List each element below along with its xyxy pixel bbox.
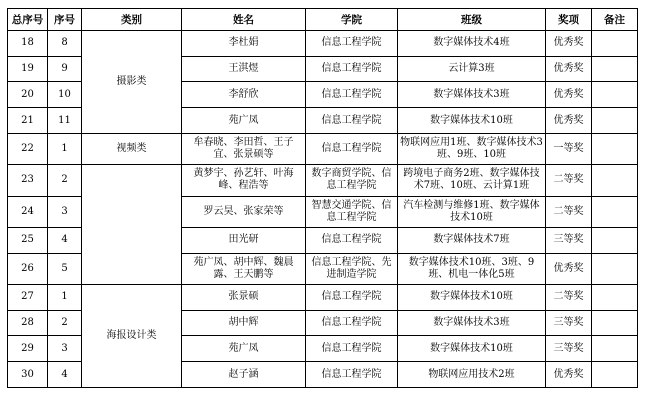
note-cell — [592, 31, 638, 57]
name-cell: 苑广凤、胡中辉、魏晨露、王天鹏等 — [182, 253, 306, 284]
category-cell-poster: 海报设计类 — [82, 284, 182, 387]
award-cell: 一等奖 — [546, 133, 592, 164]
seq-no-cell: 2 — [48, 310, 82, 336]
college-cell: 信息工程学院 — [306, 362, 398, 388]
award-cell: 优秀奖 — [546, 31, 592, 57]
note-cell — [592, 56, 638, 82]
total-no-cell: 29 — [8, 336, 48, 362]
class-cell: 云计算3班 — [398, 56, 546, 82]
name-cell: 李舒欣 — [182, 82, 306, 108]
header-class: 班级 — [398, 9, 546, 31]
header-seq-no: 序号 — [48, 9, 82, 31]
total-no-cell: 26 — [8, 253, 48, 284]
class-cell: 数字媒体技术10班 — [398, 284, 546, 310]
header-award: 奖项 — [546, 9, 592, 31]
college-cell: 信息工程学院 — [306, 82, 398, 108]
college-cell: 信息工程学院、先进制造学院 — [306, 253, 398, 284]
college-cell: 信息工程学院 — [306, 31, 398, 57]
total-no-cell: 18 — [8, 31, 48, 57]
header-note: 备注 — [592, 9, 638, 31]
class-cell: 数字媒体技术10班 — [398, 108, 546, 134]
total-no-cell: 19 — [8, 56, 48, 82]
class-cell: 数字媒体技术3班 — [398, 310, 546, 336]
note-cell — [592, 133, 638, 164]
note-cell — [592, 253, 638, 284]
award-cell: 二等奖 — [546, 196, 592, 227]
college-cell: 智慧交通学院、信息工程学院 — [306, 196, 398, 227]
award-cell: 三等奖 — [546, 310, 592, 336]
header-category: 类别 — [82, 9, 182, 31]
award-cell: 优秀奖 — [546, 108, 592, 134]
table-row — [8, 133, 638, 164]
note-cell — [592, 227, 638, 253]
class-cell: 物联网应用技术2班 — [398, 362, 546, 388]
category-cell-video-blank — [82, 165, 182, 285]
header-total-no: 总序号 — [8, 9, 48, 31]
seq-no-cell: 9 — [48, 56, 82, 82]
total-no-cell: 22 — [8, 133, 48, 164]
total-no-cell: 25 — [8, 227, 48, 253]
seq-no-cell: 11 — [48, 108, 82, 134]
college-cell: 信息工程学院 — [306, 310, 398, 336]
award-cell: 二等奖 — [546, 165, 592, 196]
note-cell — [592, 336, 638, 362]
class-cell: 汽车检测与维修1班、数字媒体技术10班 — [398, 196, 546, 227]
note-cell — [592, 284, 638, 310]
total-no-cell: 20 — [8, 82, 48, 108]
award-cell: 三等奖 — [546, 336, 592, 362]
total-no-cell: 30 — [8, 362, 48, 388]
name-cell: 田光研 — [182, 227, 306, 253]
college-cell: 信息工程学院 — [306, 56, 398, 82]
award-cell: 优秀奖 — [546, 362, 592, 388]
name-cell: 张景硕 — [182, 284, 306, 310]
total-no-cell: 27 — [8, 284, 48, 310]
seq-no-cell: 4 — [48, 227, 82, 253]
category-cell-photography: 摄影类 — [82, 31, 182, 134]
name-cell: 罗云昊、张家荣等 — [182, 196, 306, 227]
name-cell: 苑广凤 — [182, 108, 306, 134]
table-row — [8, 284, 638, 310]
college-cell: 数字商贸学院、信息工程学院 — [306, 165, 398, 196]
award-cell: 三等奖 — [546, 227, 592, 253]
note-cell — [592, 362, 638, 388]
seq-no-cell: 3 — [48, 336, 82, 362]
seq-no-cell: 4 — [48, 362, 82, 388]
table-row — [8, 31, 638, 57]
total-no-cell: 28 — [8, 310, 48, 336]
seq-no-cell: 10 — [48, 82, 82, 108]
seq-no-cell: 2 — [48, 165, 82, 196]
seq-no-cell: 3 — [48, 196, 82, 227]
class-cell: 数字媒体技术4班 — [398, 31, 546, 57]
college-cell: 信息工程学院 — [306, 284, 398, 310]
total-no-cell: 21 — [8, 108, 48, 134]
college-cell: 信息工程学院 — [306, 227, 398, 253]
name-cell: 李杜娟 — [182, 31, 306, 57]
note-cell — [592, 82, 638, 108]
awards-table — [7, 8, 638, 388]
award-cell: 优秀奖 — [546, 253, 592, 284]
header-college: 学院 — [306, 9, 398, 31]
name-cell: 赵子涵 — [182, 362, 306, 388]
seq-no-cell: 5 — [48, 253, 82, 284]
category-cell-video: 视频类 — [82, 133, 182, 164]
seq-no-cell: 1 — [48, 133, 82, 164]
name-cell: 王淇煜 — [182, 56, 306, 82]
award-cell: 优秀奖 — [546, 56, 592, 82]
college-cell: 信息工程学院 — [306, 108, 398, 134]
note-cell — [592, 108, 638, 134]
name-cell: 牟春晓、李田哲、王子宜、张景硕等 — [182, 133, 306, 164]
class-cell: 数字媒体技术7班 — [398, 227, 546, 253]
class-cell: 数字媒体技术10班、3班、9班、机电一体化5班 — [398, 253, 546, 284]
award-cell: 优秀奖 — [546, 82, 592, 108]
class-cell: 跨境电子商务2班、数字媒体技术7班、10班、云计算1班 — [398, 165, 546, 196]
total-no-cell: 24 — [8, 196, 48, 227]
header-row — [8, 9, 638, 31]
total-no-cell: 23 — [8, 165, 48, 196]
name-cell: 黄梦宇、孙艺轩、叶海峰、程浩等 — [182, 165, 306, 196]
award-cell: 二等奖 — [546, 284, 592, 310]
college-cell: 信息工程学院 — [306, 336, 398, 362]
name-cell: 胡中辉 — [182, 310, 306, 336]
name-cell: 苑广凤 — [182, 336, 306, 362]
class-cell: 物联网应用1班、数字媒体技术3班、9班、10班 — [398, 133, 546, 164]
header-name: 姓名 — [182, 9, 306, 31]
seq-no-cell: 1 — [48, 284, 82, 310]
college-cell: 信息工程学院 — [306, 133, 398, 164]
class-cell: 数字媒体技术3班 — [398, 82, 546, 108]
note-cell — [592, 196, 638, 227]
table-row — [8, 165, 638, 196]
class-cell: 数字媒体技术10班 — [398, 336, 546, 362]
note-cell — [592, 165, 638, 196]
note-cell — [592, 310, 638, 336]
seq-no-cell: 8 — [48, 31, 82, 57]
